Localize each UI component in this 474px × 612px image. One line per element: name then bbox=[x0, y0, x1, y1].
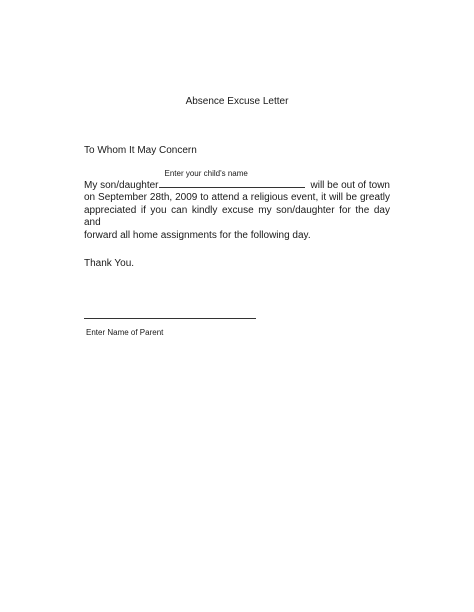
signature-label: Enter Name of Parent bbox=[86, 328, 164, 337]
body-line-4: forward all home assignments for the following day. bbox=[84, 229, 311, 241]
body-line-1 bbox=[84, 169, 390, 192]
letter-body bbox=[84, 169, 390, 242]
body-line-2: on September 28th, 2009 to attend a religious event, it will be greatly bbox=[84, 192, 390, 204]
salutation: To Whom It May Concern bbox=[84, 145, 197, 156]
child-name-hint: Enter your child's name bbox=[164, 169, 248, 178]
body-line-1-rest: will be out of town bbox=[310, 180, 390, 191]
body-line-3: appreciated if you can kindly excuse my son/daughter for the day and bbox=[84, 204, 390, 229]
letter-title: Absence Excuse Letter bbox=[185, 96, 289, 107]
body-prefix: My son/daughter bbox=[84, 180, 159, 191]
child-name-field[interactable] bbox=[159, 169, 305, 188]
signature-line[interactable] bbox=[84, 318, 256, 319]
closing: Thank You. bbox=[84, 258, 135, 269]
